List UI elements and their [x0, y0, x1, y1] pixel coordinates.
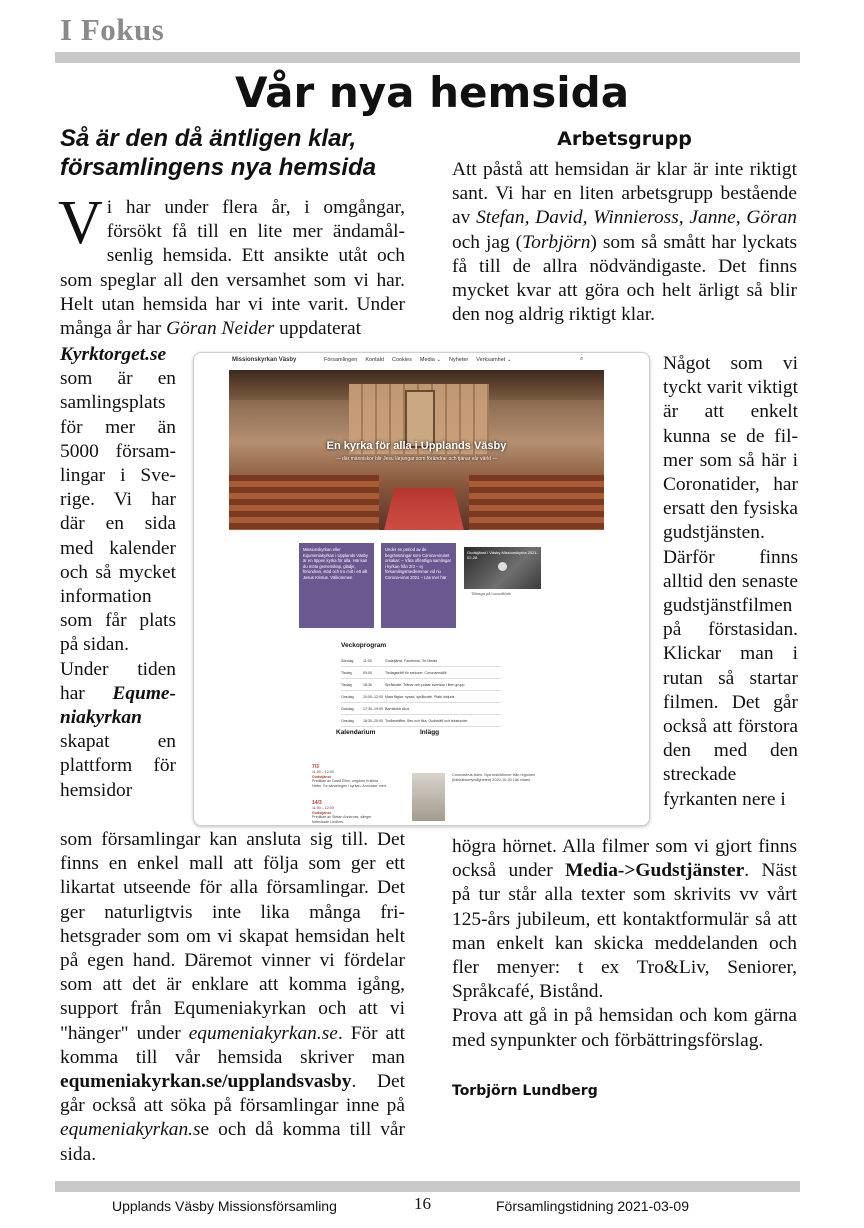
info-card: Under en period av de begränsningar som Corona-viruset orsakar: – Våra offentliga samlingar i kyrkan från 2/3 – ej församlingsmedlemmar vid nu Corona-virus 2021 – Läs mer här: [381, 543, 456, 628]
site-menu-item: Cookies: [391, 357, 412, 363]
right-bottom-text-1: högra hörnet. Alla filmer som vi gjort finns också under: [452, 836, 797, 882]
equmeniakyrkan-link: equmeniakyrkan.se: [188, 1022, 338, 1044]
site-menu-item: Media ⌄: [419, 357, 441, 363]
schedule-table: [341, 655, 501, 727]
schedule-time: 11:00: [363, 658, 372, 663]
schedule-text: Mata fåglar, nysad, språkcafé. Plats inbjuds: [385, 694, 455, 699]
hero-subtitle: — där människor blir Jesu lärjungar som förändrar och tjänar vår värld —: [335, 456, 498, 462]
right-text-3: ) som så smått har lyckats få till de allra nödvändigaste. Det finns mycket kvar att göra och helt ärligt så blir den nog aldrig riktigt klar.: [452, 231, 797, 326]
media-menu-path: Media->Gudstjänster: [565, 860, 745, 882]
footer-issue: Församlingstidning 2021-03-09: [496, 1198, 689, 1214]
group-names: Stefan, David, Winnieross, Janne, Göran: [476, 207, 797, 229]
schedule-row: [341, 715, 501, 727]
schedule-text: Tonårsträffar. Ses och fika, Gudsträff och lekstunder: [385, 718, 468, 723]
intro-paragraph: [58, 189, 405, 341]
veckoprogram-heading: Veckoprogram: [341, 642, 387, 649]
intro-text-2: uppdaterat: [274, 318, 362, 340]
drop-cap: V: [58, 189, 103, 257]
continue-text-4: e och då komma till vår sida.: [60, 1119, 405, 1165]
right-top-paragraph: [452, 158, 797, 327]
page-title: Vår nya hemsida: [234, 68, 630, 117]
continue-text-2: . För att komma till vår hemsida skriver man: [60, 1022, 405, 1068]
calendar-title: Gudstjänst: [312, 774, 331, 779]
schedule-time: 18:30–20:00: [363, 718, 383, 723]
right-text-1: Att påstå att hemsidan är klar är inte riktigt sant. Vi har en liten arbetsgrupp bestående av: [452, 159, 797, 229]
schedule-day: Tisdag: [341, 670, 352, 675]
schedule-text: Tisdagsträff för seniorer. Coronainställt: [385, 670, 447, 675]
post-text: Coronavirus-tiden. Nya restriktioner från regionen (folkhälsomyndigheten) 2020-10-30 Läs vidare: [452, 773, 536, 782]
site-menu-item: Kontakt: [365, 357, 384, 363]
site-menu-item: Församlingen: [324, 357, 358, 363]
right-bottom-paragraph: [452, 835, 797, 1053]
schedule-row: [341, 691, 501, 703]
website-screenshot: [193, 352, 650, 826]
left-continued-text: [60, 828, 405, 1167]
right-bottom-text-3: Prova att gå in på hemsidan och kom gärna med synpunkter och förbättringsförslag.: [452, 1005, 797, 1051]
schedule-day: Söndag: [341, 658, 354, 663]
schedule-time: 10:00–12:00: [363, 694, 383, 699]
pews-left: [229, 475, 379, 530]
schedule-time: 17:30–19:00: [363, 706, 383, 711]
section-label: I Fokus: [60, 12, 165, 47]
article-subtitle: Så är den då äntligen klar, församlingens nya hemsida: [60, 125, 377, 181]
schedule-row: [341, 667, 501, 679]
red-carpet-aisle: [381, 488, 467, 530]
left-narrow-column: [60, 343, 176, 803]
info-card: Missionskyrkan eller Equmeniakyrkan i Upplands Väsby är en öppen kyrka för alla. Här kan du möta gemenskap, glädje, förundran, stöd och tro mitt i ett allt Jesus Kristus. Välkommen: [299, 543, 374, 628]
calendar-item: [312, 765, 387, 789]
intro-name: Göran Neider: [166, 318, 275, 340]
site-menu-item: Verksamhet ⌄: [476, 357, 512, 363]
narrow-text-1: som är en samlingsplats för mer än 5000 församlingar i Sverige. Vi har där en sida med kalender och så mycket information som får plats på sidan.: [60, 368, 176, 656]
schedule-row: [341, 679, 501, 691]
author-signature: Torbjörn Lundberg: [452, 1083, 598, 1099]
calendar-time: 11:00 – 12:00: [312, 805, 334, 810]
schedule-day: Tisdag: [341, 682, 352, 687]
schedule-day: Onsdag: [341, 706, 354, 711]
page-number: 16: [414, 1194, 431, 1213]
right-bottom-text-2: . Näst på tur står alla texter som skrivits vv vårt 125-års jubileum, ett kontaktformulär så att man enkelt kan skicka meddelanden och fler menyer: t ex Tro&Liv, Seniorer, Språkcafé, Bistånd.: [452, 860, 797, 1003]
video-caption: Tillbaga på huvudflöde: [471, 591, 512, 596]
calendar-date: 7/3: [312, 764, 319, 770]
video-title: Gudstjänst i Väsby Missionskyrka 2021-02-28: [467, 550, 538, 560]
calendar-text: Predikan av David Ellen, ungdom Kristina Heller. Se sändningen i kyrkan. Annonser med.: [312, 779, 387, 789]
calendar-text: Predikan av Stefan Anneross, sånger förbrukade Lindfors.: [312, 815, 372, 825]
kalendarium-heading: Kalendarium: [336, 729, 376, 736]
right-narrow-text: Något som vi tyckt varit viktigt är att enkelt kunna se de filmer som så här i Coronatider, har ersatt den fysiska gudstjänsten. Därför finns alltid den senaste gudstjänstfilmen på förstasidan. Klickar man i rutan så startar filmen. Det går också att förstora den med den streckade fyrkanten nere i: [663, 353, 798, 810]
narrow-text-2: Under tiden har: [60, 658, 176, 704]
site-brand: Missionskyrkan Väsby: [232, 357, 297, 363]
calendar-date: 14/3: [312, 800, 322, 806]
arbetsgrupp-heading: Arbetsgrupp: [557, 128, 692, 150]
search-icon: ⌕: [580, 356, 584, 362]
continue-text-3: . Det går också att söka på församlingar inne på: [60, 1071, 405, 1117]
schedule-text: Gudstjänst, Facebook, Se Media: [385, 658, 438, 663]
torbjorn-name: Torbjörn: [522, 231, 591, 253]
intro-text: i har under flera år, i omgångar, försökt få till en lite mer ändamålsenlig hemsida. Ett ansikte utåt och som speglar all den versamhet som vi har. Helt utan hemsida har vi inte varit. Under många år har: [60, 197, 405, 340]
equmeniakyrkan-name: Equmeniakyrkan: [60, 682, 176, 729]
site-url: equmeniakyrkan.se/upplandsvasby: [60, 1071, 352, 1093]
site-navbar: [194, 353, 649, 367]
site-menu-item: Nyheter: [448, 357, 469, 363]
play-icon: [498, 562, 507, 571]
continue-text-1: som församlingar kan ansluta sig till. Det finns en enkel mall att följa som ger ett likartat utseende för alla församlingar. Det ger naturligtvis inte lika många frihetsgrader som om vi skapat hemsidan helt på egen hand. Däremot vinner vi fördelar som att det är enklare att komma igång, support från Equmeniakyrkan och att vi "hänger" under: [60, 829, 405, 1044]
equmeniakyrkan-link-2: equmeniakyrkan.s: [60, 1119, 201, 1141]
post-image: [412, 773, 445, 821]
hero-title: En kyrka för alla i Upplands Väsby: [326, 440, 507, 452]
schedule-day: Onsdag: [341, 694, 354, 699]
narrow-text-3: skapat en plattform för hemsidor: [60, 731, 176, 801]
inlagg-heading: Inlägg: [420, 729, 440, 736]
site-menu: [324, 357, 511, 363]
video-thumbnail: [464, 547, 541, 589]
calendar-item: [312, 801, 387, 825]
hero-image: [229, 370, 604, 530]
schedule-time: 18:30: [363, 682, 372, 687]
calendar-time: 11:00 – 12:00: [312, 769, 334, 774]
schedule-row: [341, 655, 501, 667]
right-narrow-column: [663, 352, 798, 812]
schedule-text: Språkcafé. Tränar och pratar svenska i liten grupp: [385, 682, 465, 687]
schedule-text: Barnklubb Alva: [385, 706, 409, 711]
schedule-row: [341, 703, 501, 715]
schedule-day: Onsdag: [341, 718, 354, 723]
right-text-2: och jag (: [452, 231, 523, 253]
kyrktorget-link: Kyrktorget.se: [60, 344, 167, 365]
footer-publisher: Upplands Väsby Missionsförsamling: [112, 1198, 337, 1214]
bottom-rule: [55, 1181, 800, 1192]
pews-right: [469, 475, 604, 530]
schedule-time: 09:00: [363, 670, 372, 675]
calendar-title: Gudstjänst: [312, 810, 331, 815]
top-rule: [55, 52, 800, 63]
